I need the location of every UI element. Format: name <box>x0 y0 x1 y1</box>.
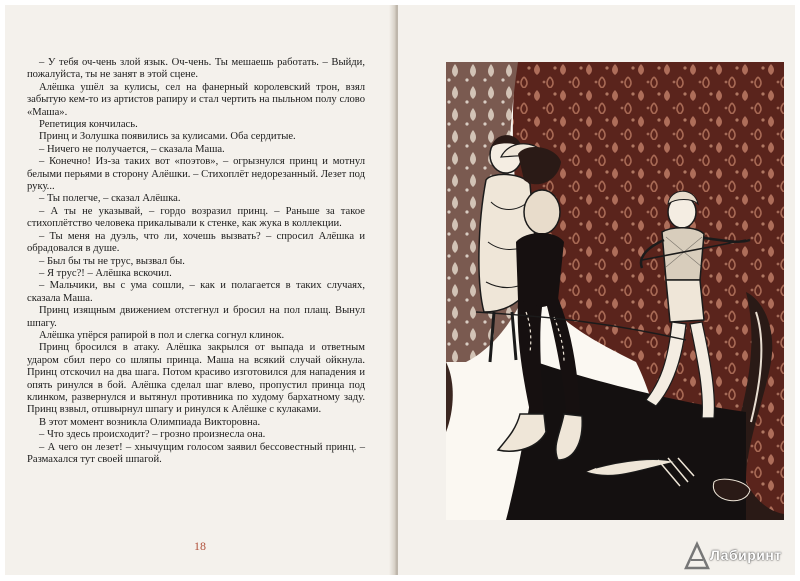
paragraph: – Конечно! Из-за таких вот «поэтов», – огрызнулся принц и мотнул белыми перьями в сторону Алёшки. – Стихоплёт недорезанный. Лезет под руку... <box>27 156 365 193</box>
paragraph: – А ты не указывай, – гордо возразил принц. – Раньше за такое стихоплётство человека прикалывали к стенке, как жука в коллекции. <box>27 205 365 230</box>
watermark-text: Лабиринт <box>710 547 782 563</box>
paragraph: – Мальчики, вы с ума сошли, – как и полагается в таких случаях, сказала Маша. <box>27 280 365 304</box>
paragraph: – У тебя оч-чень злой язык. Оч-чень. Ты мешаешь работать. – Выйди, пожалуйста, ты не занят в этой сцене. <box>27 57 365 81</box>
paragraph: – Что здесь происходит? – грозно произнесла она. <box>39 429 266 441</box>
paragraph: – А чего он лезет! – хнычущим голосом заявил бессовестный принц. – Размахался тут своей шпагой. <box>27 441 365 465</box>
sword-duel-illustration <box>446 62 784 520</box>
paragraph: Принц и Золушка появились за кулисами. Оба сердитые. <box>39 131 296 143</box>
paragraph: Принц бросился в атаку. Алёшка закрылся от выпада и ответным ударом сбил перо со шляпы принца. Маша на всякий случай ойкнула. Принц отскочил на два шага. Потом красиво изготовился для нападения и опять ринулся в бой. Алёшка сделал шаг влево, пропустил принца под клинком, развернулся и вытянул противника по худому бархатному заду. Принц взвыл, отшвырнул шпагу и ринулся к Алёшке с кулаками. <box>27 342 365 416</box>
paragraph: Алёшка упёрся рапирой в пол и слегка согнул клинок. <box>39 329 285 341</box>
labirint-watermark <box>680 538 792 574</box>
paragraph: Репетиция кончилась. <box>39 119 138 131</box>
paragraph: В этот момент возникла Олимпиада Викторовна. <box>39 416 261 428</box>
paragraph: – Был бы ты не трус, вызвал бы. <box>39 255 185 267</box>
paragraph: – Ты полегче, – сказал Алёшка. <box>39 193 181 205</box>
story-text <box>27 57 365 466</box>
paragraph: Алёшка ушёл за кулисы, сел на фанерный королевский трон, взял забытую кем-то из артистов рапиру и стал чертить на пыльном полу слово «Маша». <box>27 81 365 118</box>
paragraph: – Я трус?! – Алёшка вскочил. <box>39 267 172 279</box>
paragraph: Принц изящным движением отстегнул и бросил на пол плащ. Вынул шпагу. <box>27 305 365 329</box>
left-page <box>5 5 395 575</box>
paragraph: – Ничего не получается, – сказала Маша. <box>39 143 225 155</box>
page-number: 18 <box>194 539 206 553</box>
paragraph: – Ты меня на дуэль, что ли, хочешь вызвать? – спросил Алёшка и обрадовался в душе. <box>27 230 365 255</box>
